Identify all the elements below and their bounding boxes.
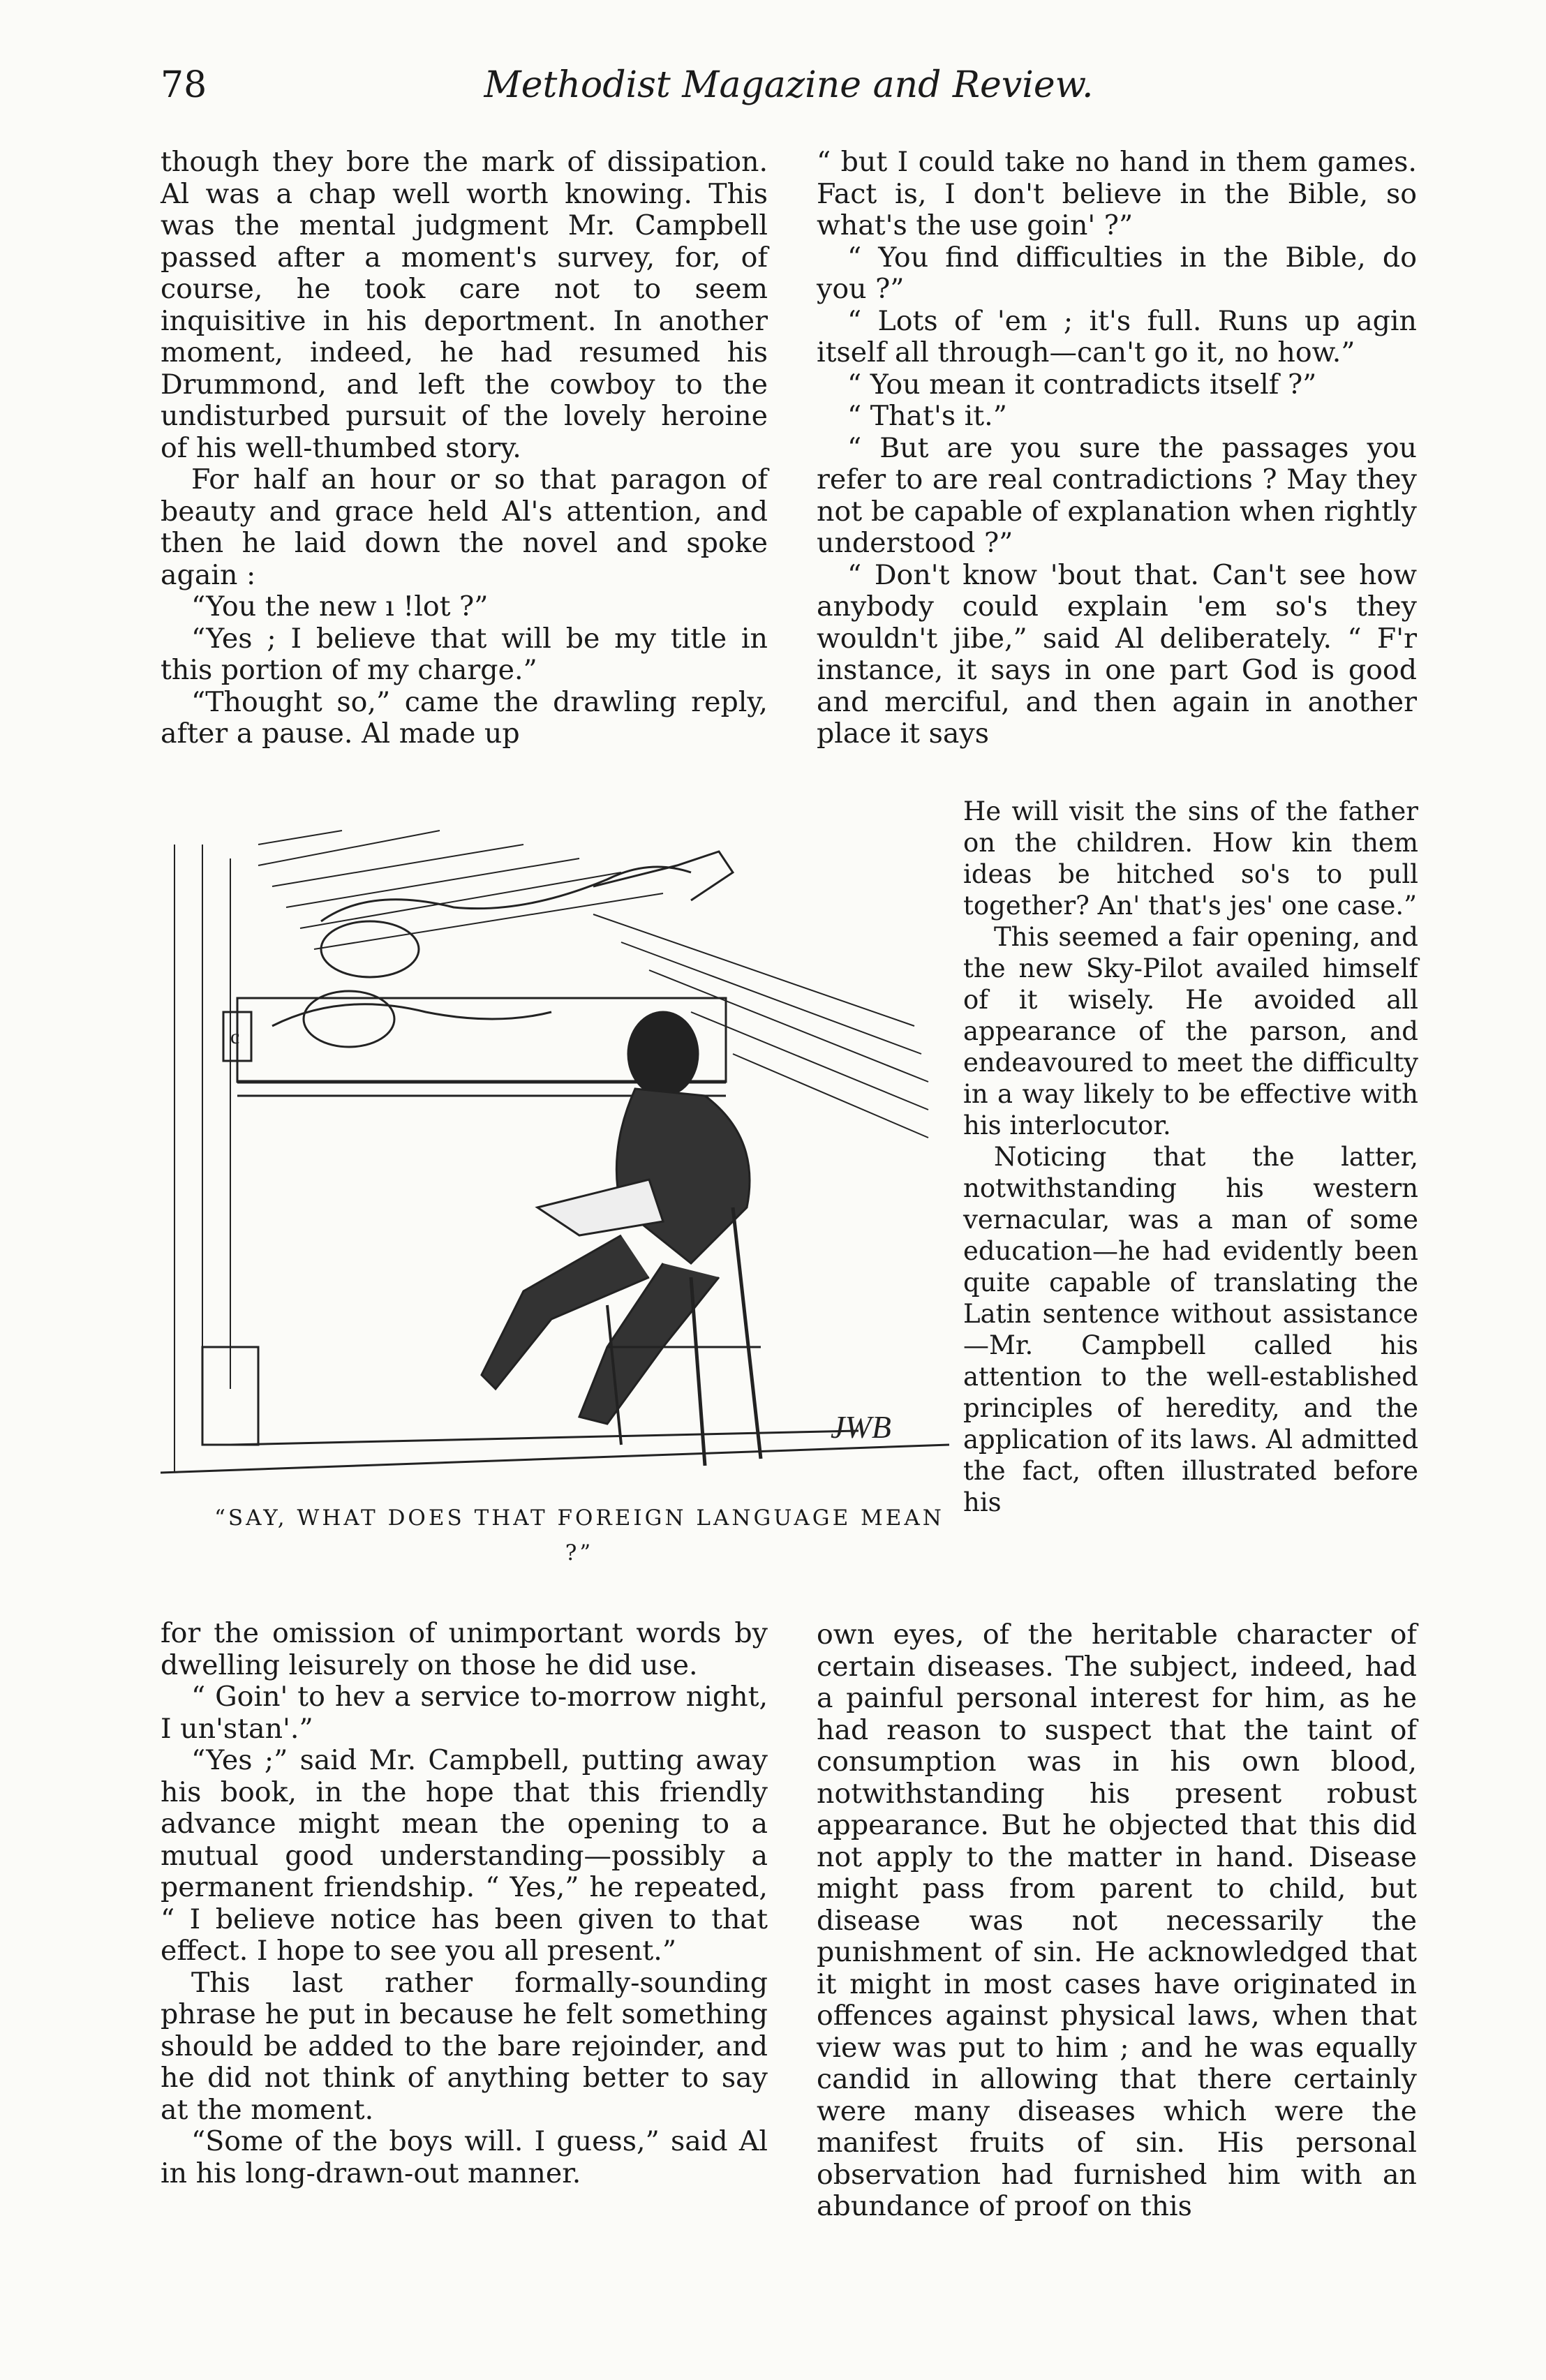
paragraph: “ That's it.” [847,400,1007,432]
page-number: 78 [161,64,207,106]
seated-man-body [616,1089,750,1263]
paragraph: though they bore the mark of dissipation. Al was a chap well worth knowing. This was the mental judgment Mr. Campbell passed after a moment's survey, for, of course, he took care not to seem inquisitive in his deportment. In another moment, indeed, he had resumed his Drummond, and left the cowboy to the undisturbed pursuit of the lovely heroine of his well-thumbed story. [161,146,768,464]
paragraph: “ But are you sure the passages you refer to are real contradictions ? May they not be capable of explanation when rightly understood ?” [817,431,1417,559]
paragraph: “Some of the boys will. I guess,” said Al in his long-drawn-out manner. [161,2125,768,2189]
paragraph: “ You mean it contradicts itself ?” [847,368,1317,401]
paragraph: “You the new ı !lot ?” [191,590,489,623]
paragraph: He will visit the sins of the father on the children. How kin them ideas be hitched so's to pull together? An' that's jes' one case.” [963,796,1418,921]
paragraph: This seemed a fair opening, and the new Sky-Pilot availed himself of it wisely. He avoided all appearance of the parson, and endeavoured to meet the difficulty in a way likely to be effective with his interlocutor. [963,922,1418,1140]
paragraph: own eyes, of the heritable character of certain diseases. The subject, indeed, had a painful personal interest for him, as he had reason to suspect that the taint of consumption was in his own blood, notwithstanding his present robust appearance. But he objected that this did not apply to the matter in hand. Disease might pass from parent to child, but disease was not necessarily the punishment of sin. He acknowledged that it might in most cases have originated in offences against physical laws, when that view was put to him ; and he was equally candid in allowing that there certainly were many diseases which were the manifest fruits of sin. His personal observation had furnished him with an abundance of proof on this [817,1619,1417,2222]
paragraph: “ You find difficulties in the Bible, do you ?” [817,241,1417,305]
left-column-bottom [161,1618,768,2189]
page-header [161,64,1417,113]
running-title: Methodist Magazine and Review. [484,64,1094,106]
right-column-top [817,147,1417,750]
wall-hatching [174,831,928,1473]
bunkhouse-engraving [161,817,949,1501]
paragraph: for the omission of unimportant words by dwelling leisurely on those he did use. [161,1617,768,1681]
illustration-caption: “SAY, WHAT DOES THAT FOREIGN LANGUAGE MEAN ?” [214,1505,944,1565]
paragraph: This last rather formally-sounding phrase he put in because he felt something should be added to the bare rejoinder, and he did not think of anything better to say at the moment. [161,1966,768,2126]
paragraph: “ Don't know 'bout that. Can't see how anybody could explain 'em so's they wouldn't jibe,” said Al deliberately. “ F'r instance, it says in one part God is good and merciful, and then again in another place it says [817,558,1417,750]
paragraph: For half an hour or so that paragon of beauty and grace held Al's attention, and then he laid down the novel and spoke again : [161,463,768,591]
illustration [161,817,949,1501]
paragraph: “Yes ;” said Mr. Campbell, putting away his book, in the hope that this friendly advance might mean the opening to a mutual good understanding—possibly a permanent friendship. “ Yes,” he repeated, “ I believe notice has been given to that effect. I hope to see you all present.” [161,1744,768,1967]
paragraph: “ Lots of 'em ; it's full. Runs up agin itself all through—can't go it, no how.” [817,304,1417,369]
chair [733,1207,761,1459]
floor [161,1445,949,1473]
paragraph: “ Goin' to hev a service to-morrow night, I un'stan'.” [161,1681,768,1745]
artist-signature: JWB [831,1409,891,1445]
paragraph: “Yes ; I believe that will be my title in this portion of my charge.” [161,622,768,686]
paragraph: Noticing that the latter, notwithstanding his western vernacular, was a man of some education—he had evidently been quite capable of translating the Latin sentence without assistance—Mr. Campbell called his attention to the well-established principles of heredity, and the application of its laws. Al admitted the fact, often illustrated before his [963,1142,1418,1517]
right-column-bottom [817,1619,1417,2223]
paragraph: “ but I could take no hand in them games. Fact is, I don't believe in the Bible, so what's the use goin' ?” [817,146,1417,241]
wall-notice-text: c [230,1025,240,1048]
left-column-top [161,147,768,750]
paragraph: “Thought so,” came the drawling reply, after a pause. Al made up [161,685,768,750]
right-column-beside-illustration [963,796,1418,1518]
seated-man-head [628,1012,698,1096]
